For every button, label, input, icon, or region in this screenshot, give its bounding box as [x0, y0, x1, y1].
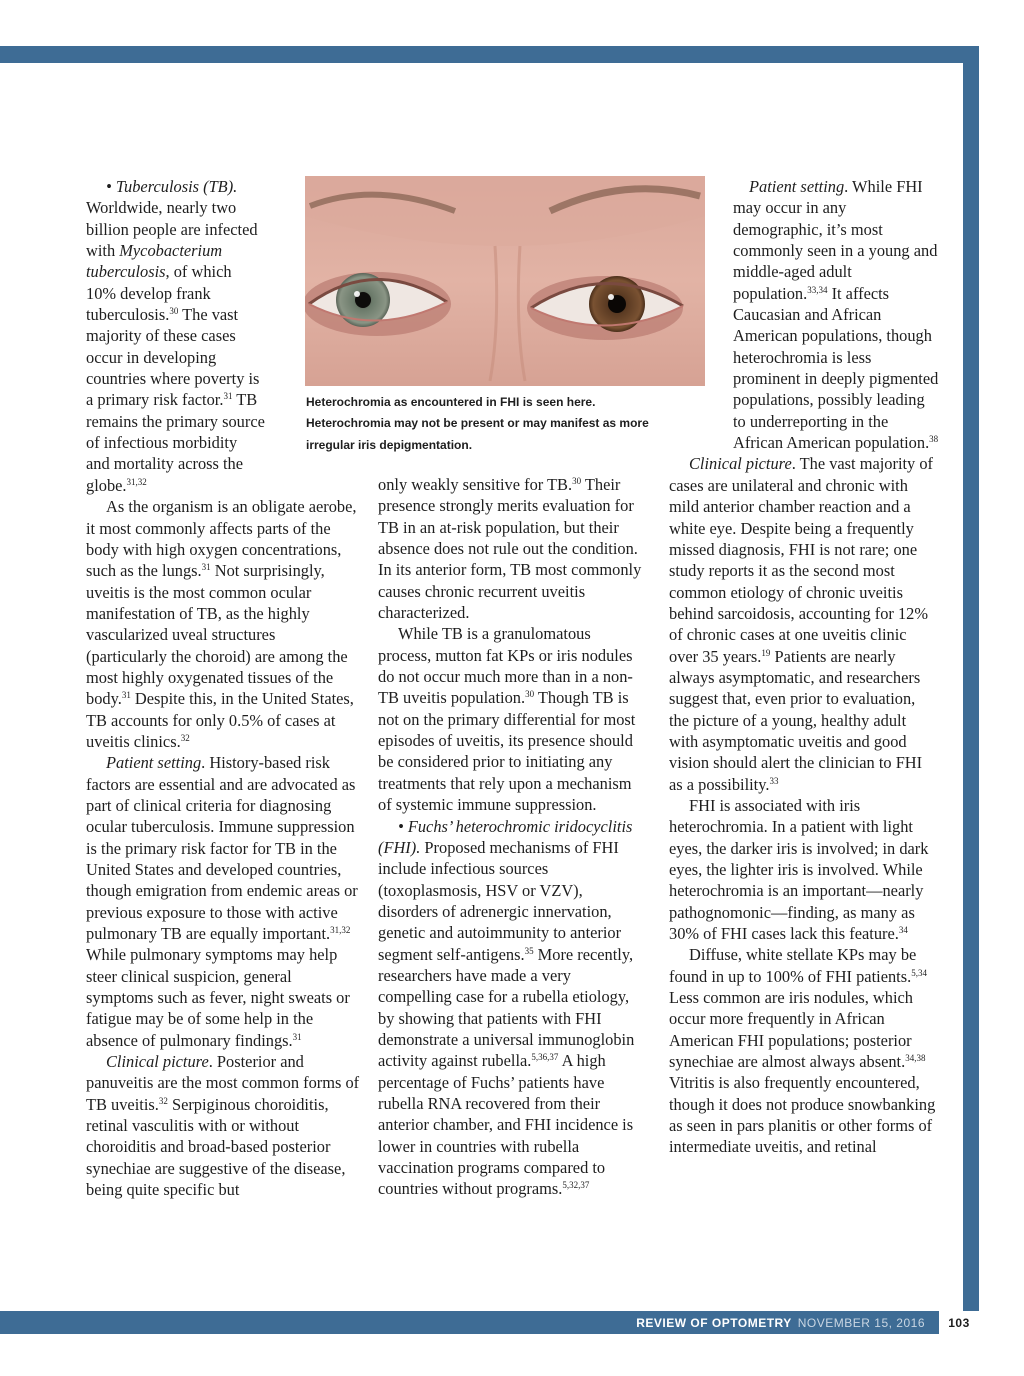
- paragraph: FHI is associated with iris heterochromia. In a patient with light eyes, the darker iris is involved; in dark eyes, the lighter iris is involved. While heterochromia is an important—nearly pathognomonic—finding, as many as 30% of FHI cases lack this feature.$^{34}$: [669, 795, 929, 944]
- reference: 31,32: [126, 476, 147, 487]
- tb-intro-paragraph: • Tuberculosis (TB). Worldwide, nearly two billion people are infected with Mycobacterium tuberculosis, of which 10% develop frank tuberculosis.$^{30}$ The vast majority of these cases occur in developing countries where poverty is a primary risk factor.$^{31}$ TB remains the primary source of infectious morbidity and mortality across the globe.$^{31,32}$: [86, 177, 265, 495]
- subheading: Patient setting: [749, 177, 845, 196]
- tb-heading: • Tuberculosis (TB).: [106, 177, 238, 196]
- paragraph: Clinical picture. The vast majority of cases are unilateral and chronic with mild anterior chamber reaction and a white eye. Despite being a frequently missed diagnosis, FHI is not rare; one study reports it as the second most common etiology of chronic uveitis behind sarcoidosis, accounting for 12% of chronic cases at one uveitis clinic over 35 years.$^{19}$ Patients are nearly always asymptomatic, and researchers suggest that, even prior to evaluation, the picture of a young, healthy adult with asymptomatic uveitis and good vision should alert the clinician to FHI as a possibility.$^{33}$: [669, 454, 933, 794]
- paragraph: Patient setting. While FHI may occur in any demographic, it’s most commonly seen in a young and middle-aged adult population.$^{33,34}$ It affects Caucasian and African American populations, though heterochromia is less prominent in deeply pigmented populations, possibly leading to underreporting in the African American population.$^{38}$: [733, 177, 939, 453]
- paragraph: While TB is a granulomatous process, mutton fat KPs or iris nodules do not occur much more than in a non-TB uveitis population.$^{30}$ Though TB is not on the primary differential for most episodes of uveitis, its presence should be considered prior to initiating any treatments that rely upon a mechanism of systemic immune suppression.: [378, 624, 636, 815]
- reference: 31: [223, 391, 233, 402]
- subheading: Clinical picture: [689, 454, 792, 474]
- page-footer: [0, 1311, 979, 1334]
- paragraph: As the organism is an obligate aerobe, it most commonly affects parts of the body with high oxygen concentrations, such as the lungs.$^{31}$ Not surprisingly, uveitis is the most common ocular manifestation of TB, as the highly vascularized uveal structures (particularly the choroid) are among the most highly oxygenated tissues of the body.$^{31}$ Despite this, in the United States, TB accounts for only 0.5% of cases at uveitis clinics.$^{32}$: [86, 497, 357, 751]
- paragraph: Patient setting. History-based risk factors are essential and are advocated as part of clinical criteria for diagnosing ocular tuberculosis. Immune suppression is the primary risk factor for TB in the United States and developed countries, though emigration from endemic areas or previous exposure to those with active pulmonary TB are equally important.$^{31,32}$ While pulmonary symptoms may help steer clinical suspicion, general symptoms such as fever, night sweats or fatigue may be of some help in the absence of pulmonary findings.$^{31}$: [86, 753, 358, 1050]
- heterochromia-photo: [305, 176, 705, 386]
- page-border-right: [963, 46, 979, 1334]
- subheading: Clinical picture: [106, 1052, 209, 1072]
- column-2: [378, 474, 644, 1200]
- paragraph: Diffuse, white stellate KPs may be found in up to 100% of FHI patients.$^{5,34}$ Less common are iris nodules, which occur more frequently in African American FHI populations; posterior synechiae are almost always absent.$^{34,38}$ Vitritis is also frequently encountered, though it does not produce snowbanking as seen in pars planitis or other forms of intermediate uveitis, and retinal: [669, 945, 936, 1157]
- reference: 30: [169, 306, 179, 317]
- page-number: 103: [939, 1311, 979, 1334]
- subheading: Patient setting: [106, 753, 202, 773]
- column-3: [669, 176, 939, 1158]
- footer-journal: REVIEW OF OPTOMETRY: [636, 1315, 792, 1330]
- page-border-top: [0, 46, 979, 63]
- footer-date: NOVEMBER 15, 2016: [797, 1315, 925, 1330]
- fhi-paragraph: • Fuchs’ heterochromic iridocyclitis (FHI). Proposed mechanisms of FHI include infectious sources (toxoplasmosis, HSV or VZV), disorders of adrenergic innervation, genetic and autoimmunity to anterior segment self-antigens.$^{35}$ More recently, researchers have made a very compelling case for a rubella etiology, by showing that patients with FHI demonstrate a universal immunoglobin activity against rubella.$^{5,36,37}$ A high percentage of Fuchs’ patients have rubella RNA recovered from their anterior chamber, and FHI incidence is lower in countries with rubella vaccination programs compared to countries without programs.$^{5,32,37}$: [378, 816, 635, 1199]
- paragraph: Clinical picture. Posterior and panuveitis are the most common forms of TB uveitis.$^{32}$ Serpiginous choroiditis, retinal vasculitis with or without choroiditis and broad-based posterior synechiae are suggestive of the disease, being quite specific but: [86, 1052, 360, 1200]
- paragraph: only weakly sensitive for TB.$^{30}$ Their presence strongly merits evaluation for TB in an at-risk population, but their absence does not rule out the condition. In its anterior form, TB most commonly causes chronic recurrent uveitis characterized.: [378, 475, 642, 623]
- figure-caption: Heterochromia as encountered in FHI is seen here. Heterochromia may not be present or may manifest as more irregular iris depigmentation.: [306, 395, 649, 452]
- fhi-heading: • Fuchs’ heterochromic iridocyclitis (FHI).: [378, 816, 633, 857]
